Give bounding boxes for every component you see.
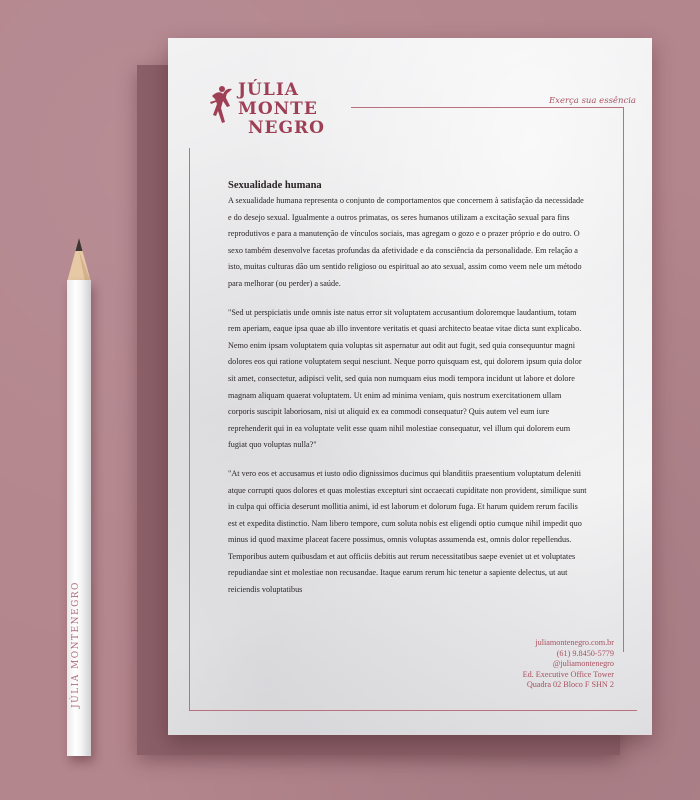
logo-line-2: MONTE: [238, 99, 318, 119]
letter-heading: Sexualidade humana: [228, 180, 322, 191]
logo-line-1: JÚLIA: [238, 80, 299, 100]
tagline: Exerça sua essência: [548, 96, 636, 106]
frame-line-left: [189, 148, 190, 710]
branded-pencil: [67, 238, 91, 756]
frame-line-top: [351, 107, 623, 108]
pencil-tip-icon: [67, 238, 91, 282]
paragraph-2: "Sed ut perspiciatis unde omnis iste natus error sit voluptatem accusantium doloremque laudantium, totam rem aperiam, eaque ipsa quae ab illo inventore veritatis et quasi architecto beatae vitae dicta sunt explicabo. Nemo enim ipsam voluptatem quia voluptas sit aspernatur aut odit aut fugit, sed quia consequuntur magni dolores eos qui ratione voluptatem sequi nesciunt. Neque porro quisquam est, qui dolorem ipsum quia dolor sit amet, consectetur, adipisci velit, sed quia non numquam eius modi tempora incidunt ut labore et dolore magnam aliquam quaerat voluptatem. Ut enim ad minima veniam, quis nostrum exercitationem ullam corporis suscipit laboriosam, nisi ut aliquid ex ea commodi consequatur? Quis autem vel eum iure reprehenderit qui in ea voluptate velit esse quam nihil molestiae consequatur, vel illum qui dolorem eum fugiat quo voluptas nulla?": [228, 307, 582, 450]
contact-website: juliamontenegro.com.br: [535, 638, 614, 647]
contact-address-line-2: Quadra 02 Bloco F SHN 2: [526, 680, 614, 689]
contact-instagram: @juliamontenegro: [552, 659, 614, 668]
frame-line-right: [623, 107, 624, 652]
letter-body: [228, 180, 588, 611]
dancer-figure-icon: [208, 82, 238, 128]
pencil-brand-text: JÚLIA MONTENEGRO: [71, 581, 81, 708]
contact-address-line-1: Ed. Executive Office Tower: [522, 669, 614, 679]
brand-logo: [208, 80, 338, 138]
contact-phone: (61) 9.8450-5779: [556, 648, 614, 658]
paragraph-3: "At vero eos et accusamus et iusto odio dignissimos ducimus qui blanditiis praesentium voluptatum deleniti atque corrupti quos dolores et quas molestias excepturi sint occaecati cupiditate non provident, similique sunt in culpa qui officia deserunt mollitia animi, id est laborum et dolorum fuga. Et harum quidem rerum facilis est et expedita distinctio. Nam libero tempore, cum soluta nobis est eligendi optio cumque nihil impedit quo minus id quod maxime placeat facere possimus, omnis voluptas assumenda est, omnis dolor repellendus. Temporibus autem quibusdam et aut officiis debitis aut rerum necessitatibus saepe eveniet ut et voluptates repudiandae sint et molestiae non recusandae. Itaque earum rerum hic tenetur a sapiente delectus, ut aut reiciendis voluptatibus: [228, 468, 587, 595]
logo-line-3: NEGRO: [248, 118, 325, 138]
contact-block: [523, 638, 614, 691]
paragraph-1: A sexualidade humana representa o conjunto de comportamentos que concernem à satisfação da necessidade e do desejo sexual. Igualmente a outros primatas, os seres humanos utilizam a excitação sexual para fins reprodutivos e para a manutenção de vínculos sociais, mas agregam o gozo e o prazer próprio e do outro. O sexo também desenvolve facetas profundas da afetividade e da consciência da personalidade. Em relação a isto, muitas culturas dão um sentido religioso ou espiritual ao ato sexual, assim como veem nele um método para melhorar (ou perder) a saúde.: [228, 196, 584, 288]
frame-line-bottom: [189, 710, 637, 711]
letterhead-sheet: [168, 38, 652, 735]
